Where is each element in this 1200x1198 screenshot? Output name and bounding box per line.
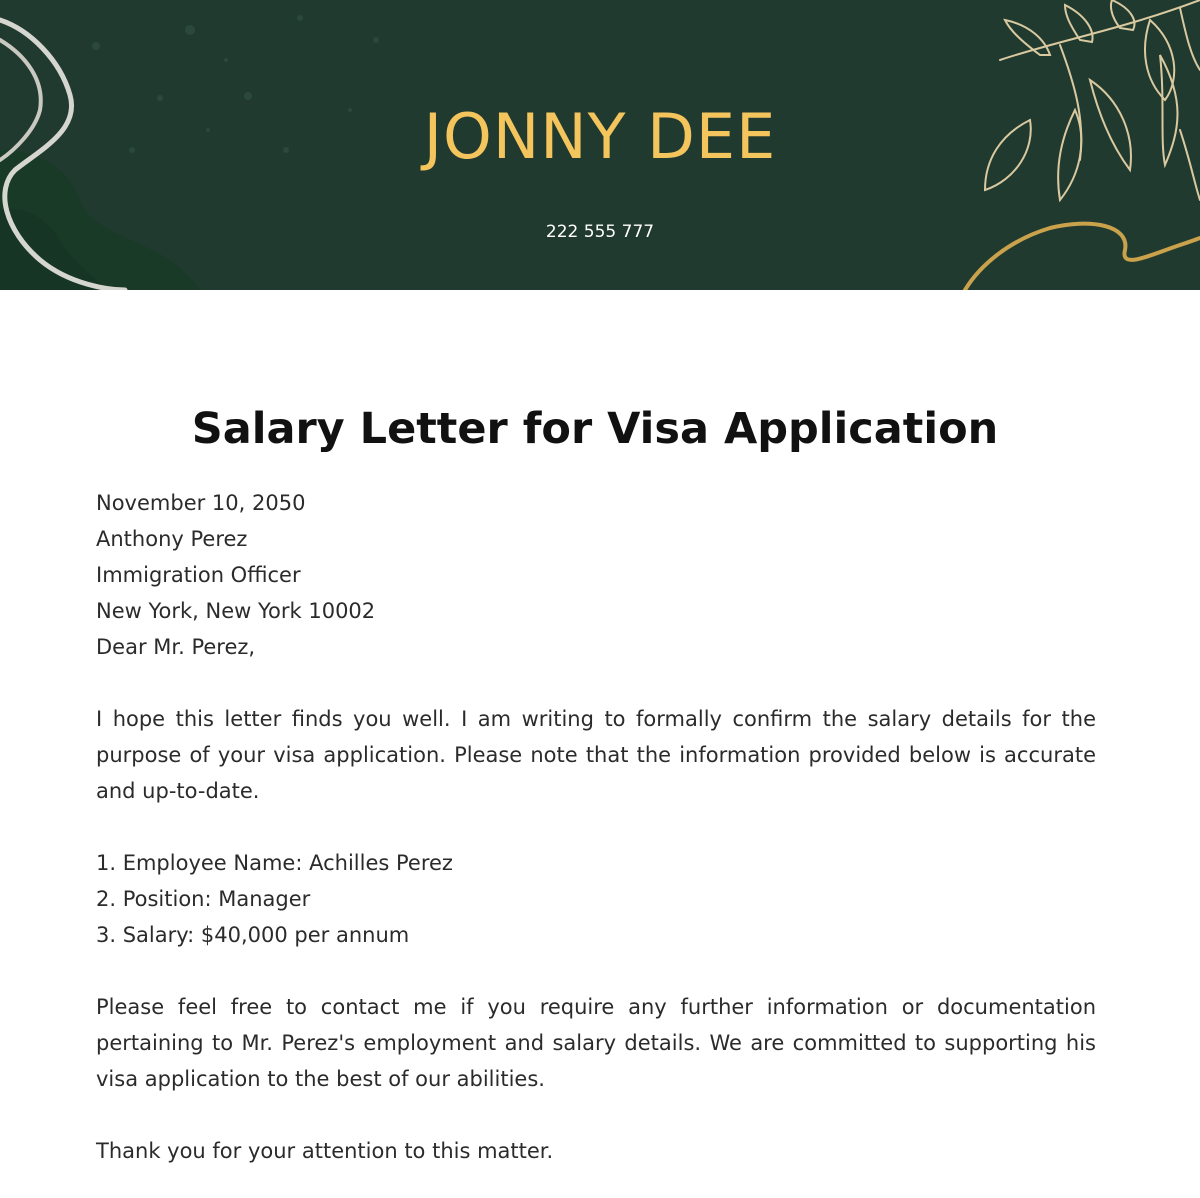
detail-employee-name: 1. Employee Name: Achilles Perez <box>96 851 453 875</box>
spacer <box>96 809 1096 845</box>
letterhead-banner <box>0 0 1200 290</box>
document-title: Salary Letter for Visa Application <box>191 404 999 454</box>
recipient-name: Anthony Perez <box>96 527 248 551</box>
spacer <box>96 1097 1096 1133</box>
closing-paragraph: Please feel free to contact me if you require any further information or documentation pertaining to Mr. Perez's employment and salary details. We are committed to supporting his visa application to the best of our abilities. <box>96 995 1096 1091</box>
thanks-line: Thank you for your attention to this matter. <box>96 1139 554 1163</box>
detail-position: 2. Position: Manager <box>96 887 311 911</box>
letter-body <box>96 485 1096 1169</box>
recipient-address: New York, New York 10002 <box>96 599 376 623</box>
intro-paragraph: I hope this letter finds you well. I am writing to formally confirm the salary details for the purpose of your visa application. Please note that the information provided below is accurate and up-to-date. <box>96 707 1096 803</box>
recipient-title: Immigration Officer <box>96 563 301 587</box>
detail-salary: 3. Salary: $40,000 per annum <box>96 923 410 947</box>
sender-phone: 222 555 777 <box>545 222 655 242</box>
letter-date: November 10, 2050 <box>96 491 306 515</box>
sender-name: JONNY DEE <box>423 100 777 173</box>
spacer <box>96 665 1096 701</box>
salutation: Dear Mr. Perez, <box>96 635 256 659</box>
spacer <box>96 953 1096 989</box>
right-leaf-branch <box>985 0 1200 200</box>
